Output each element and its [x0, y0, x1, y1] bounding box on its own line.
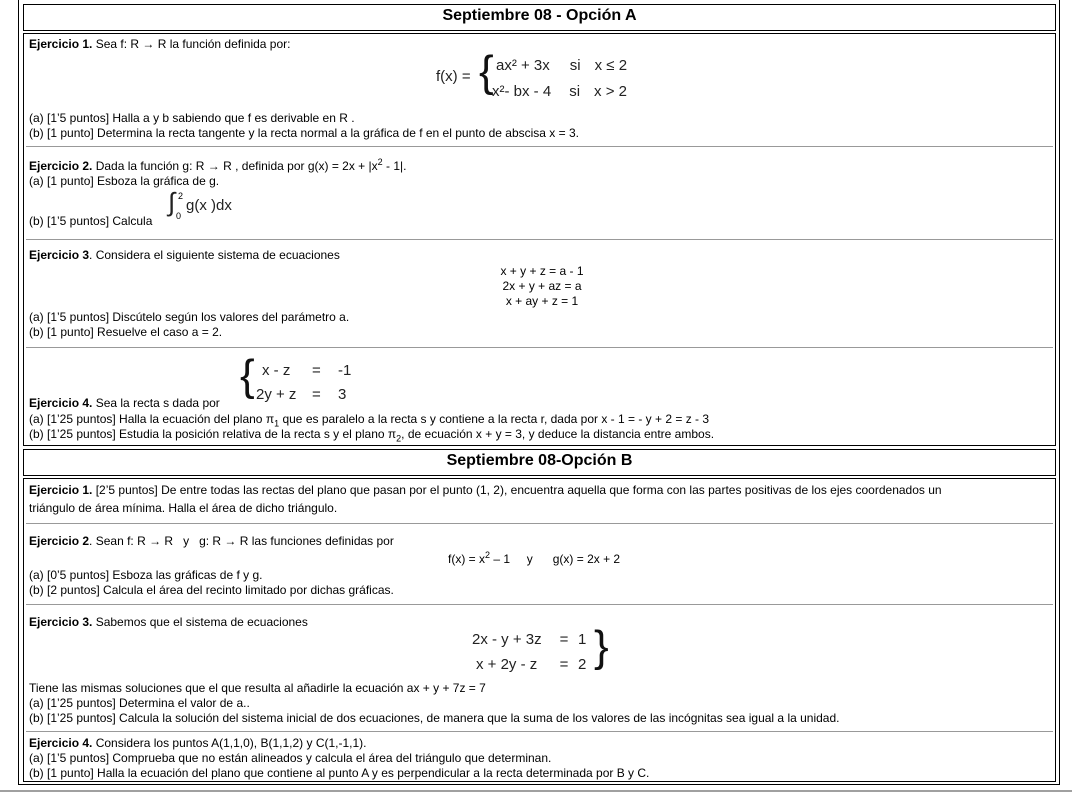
integral-sign-icon: ∫ — [168, 187, 176, 217]
exercise-a4 — [26, 348, 1053, 448]
exercise-b3 — [26, 605, 1053, 732]
option-a-body — [23, 33, 1056, 446]
exercise-a2 — [26, 147, 1053, 240]
bottom-divider — [0, 790, 1072, 792]
option-b-body — [23, 478, 1056, 782]
system-b-eq-1: 2x - y + 3z = 1 — [472, 631, 587, 648]
exercise-b2-part-b: (b) [2 puntos] Calcula el área del recinto limitado por dichas gráficas. — [29, 583, 394, 597]
system-eq-1: x + y + z = a - 1 — [500, 264, 584, 278]
exercise-b4-part-b: (b) [1 punto] Halla la ecuación del plano que contiene al punto A y es perpendicular a la recta determinada por B y C. — [29, 766, 650, 780]
exercise-a1 — [26, 34, 1053, 147]
exercise-a2-intro: Ejercicio 2. Dada la función g: R → R , definida por $g(x) = 2x + |x^2 - 1|$. — [29, 157, 407, 173]
exercise-b1-text-2: triángulo de área mínima. Halla el área de dicho triángulo. — [29, 501, 338, 515]
exercise-b2-intro: Ejercicio 2. Sean f: R → R y g: R → R las funciones definidas por — [29, 534, 394, 548]
exercise-b3-part-b: (b) [1’25 puntos] Calcula la solución del sistema inicial de dos ecuaciones, de manera que la suma de los valores de las incógnitas sea igual a la unidad. — [29, 711, 840, 725]
exercise-a4-intro: Ejercicio 4. Sea la recta s dada por — [29, 396, 220, 410]
exercise-b4-intro: Ejercicio 4. Considera los puntos A(1,1,0), B(1,1,2) y C(1,-1,1). — [29, 736, 367, 750]
system-eq-3: x + ay + z = 1 — [505, 294, 579, 308]
fx-label: f(x) = — [436, 68, 471, 85]
integral-upper-limit: 2 — [178, 191, 184, 201]
exercise-b3-part-a: (a) [1’25 puntos] Determina el valor de a.. — [29, 696, 250, 710]
piecewise-row-2: x²- bx - 4 si x > 2 — [492, 83, 627, 100]
system-eq-2: 2x + y + az = a — [502, 279, 582, 293]
exercise-b3-text: Tiene las mismas soluciones que el que resulta al añadirle la ecuación ax + y + 7z = 7 — [29, 681, 486, 695]
option-b-title: Septiembre 08-Opción B — [446, 452, 633, 469]
exercise-a1-intro: Ejercicio 1. Sea f: R → R la función definida por: — [29, 37, 291, 51]
exercise-a4-part-b: (b) [1’25 puntos] Estudia la posición relativa de la recta s y el plano $\pi_2$, de ecuación x + y = 3, y deduce la distancia entre ambos. — [29, 427, 715, 444]
exercise-b2-part-a: (a) [0’5 puntos] Esboza las gráficas de f y g. — [29, 568, 263, 582]
exercise-a4-part-a: (a) [1’25 puntos] Halla la ecuación del plano $\pi_1$ que es paralelo a la recta s y contiene a la recta r, dada por x - 1 = - y + 2 = z - 3 — [29, 412, 710, 429]
left-brace-icon: { — [479, 47, 494, 96]
option-b-header — [23, 449, 1056, 476]
option-a-title: Septiembre 08 - Opción A — [442, 7, 637, 24]
exercise-a2-part-b: (b) [1’5 puntos] Calcula — [29, 214, 153, 228]
exercise-b2 — [26, 524, 1053, 605]
exercise-a3 — [26, 240, 1053, 348]
exercise-a3-part-b: (b) [1 punto] Resuelve el caso a = 2. — [29, 325, 223, 339]
exercise-a1-part-b: (b) [1 punto] Determina la recta tangente y la recta normal a la gráfica de f en el punto de abscisa x = 3. — [29, 126, 579, 140]
right-brace-icon: } — [594, 622, 609, 671]
exercise-a3-part-a: (a) [1’5 puntos] Discútelo según los valores del parámetro a. — [29, 310, 350, 324]
exercise-a2-part-a: (a) [1 punto] Esboza la gráfica de g. — [29, 174, 220, 188]
exercise-a3-intro: Ejercicio 3. Considera el siguiente sistema de ecuaciones — [29, 248, 340, 262]
exercise-b4-part-a: (a) [1’5 puntos] Comprueba que no están alineados y calcula el área del triángulo que determinan. — [29, 751, 552, 765]
functions-f-g: $f(x) = x^2 - 1$ y g(x) = 2x + 2 — [448, 550, 621, 566]
integral-lower-limit: 0 — [176, 211, 182, 221]
line-s-eq-2: 2y + z = 3 — [256, 386, 347, 403]
exercise-b1-text-1: Ejercicio 1. [2’5 puntos] De entre todas las rectas del plano que pasan por el punto (1, 2), encuentra aquella que forma con las partes positivas de los ejes coordenados un — [29, 483, 942, 497]
exercise-b4 — [26, 732, 1053, 784]
line-s-eq-1: x - z = -1 — [262, 362, 352, 379]
exercise-b3-intro: Ejercicio 3. Sabemos que el sistema de ecuaciones — [29, 615, 308, 629]
exercise-a1-part-a: (a) [1’5 puntos] Halla a y b sabiendo que f es derivable en R . — [29, 111, 355, 125]
option-a-header — [23, 4, 1056, 31]
system-b-eq-2: x + 2y - z = 2 — [476, 656, 587, 673]
left-brace-icon: { — [240, 351, 255, 400]
exercise-b1 — [26, 479, 1053, 524]
piecewise-row-1: ax² + 3x si x ≤ 2 — [496, 57, 628, 74]
integrand: g(x )dx — [186, 197, 232, 214]
